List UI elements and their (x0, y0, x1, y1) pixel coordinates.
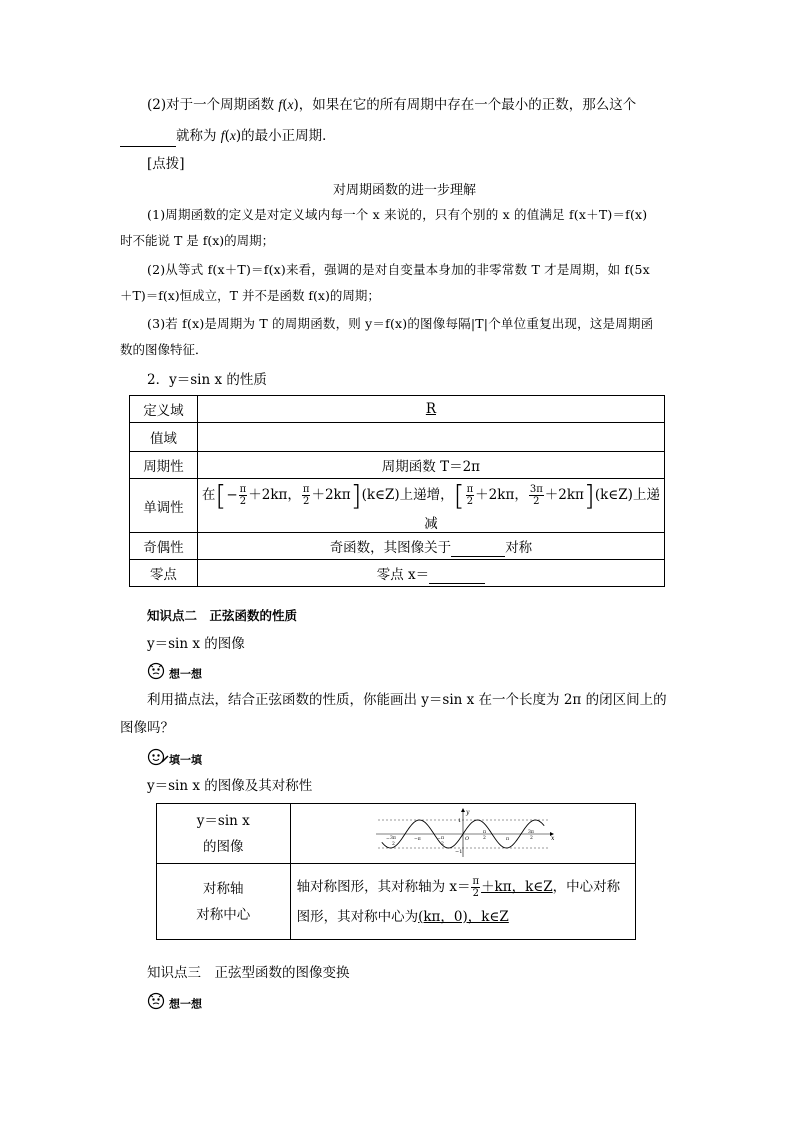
tip-heading: 对周期函数的进一步理解 (333, 183, 477, 198)
cell-value: 零点 x＝ (197, 560, 664, 587)
cell-label: y＝sin x 的图像 (157, 804, 291, 864)
x-label: x (550, 834, 555, 842)
fraction: $\frac{3\pi}{2}$ (529, 484, 543, 507)
table-row-symmetry (157, 864, 636, 940)
cell-label: 对称轴 对称中心 (157, 864, 291, 940)
kp2-title: 知识点二 正弦函数的性质 (147, 608, 298, 623)
answer-blank (429, 567, 485, 584)
origin-label: O (464, 835, 469, 842)
tip-label: [点拨] (147, 156, 185, 172)
thinking-face-icon (147, 662, 169, 686)
fraction: $\frac{\pi}{2}$ (472, 875, 480, 899)
tick-pi: π (505, 836, 509, 842)
tip-p2-l2: ＋T)＝f(x)恒成立，T 并不是函数 f(x)的周期； (120, 288, 380, 303)
tip-p3-l1: (3)若 f(x)是周期为 T 的周期函数，则 y＝f(x)的图像每隔|T|个单位重复出现，这是周期函 (147, 316, 654, 331)
kp3-title: 知识点三 正弦型函数的图像变换 (147, 965, 350, 981)
cell-value: R (197, 396, 664, 423)
cell-value: 在[− $\frac{\pi}{2}$ ＋2kπ， $\frac{\pi}{2}$ ＋2kπ](k∈Z)上递增，[ $\frac{\pi}{2}$ ＋2kπ， $\frac{3\pi}{2}$ ＋2kπ](k∈Z)上递减 (197, 479, 664, 533)
cell-value: 奇函数，其图像关于 对称 (197, 533, 664, 560)
y-label: y (465, 808, 470, 816)
tip-p1-l1: (1)周期函数的定义是对定义域内每一个 x 来说的，只有个别的 x 的值满足 f(x＋T)＝f(x) (147, 207, 648, 222)
kp3-think: 想一想 (147, 992, 202, 1016)
kp2-fill: 填一填 (147, 748, 202, 772)
table-row-graph (157, 804, 636, 864)
cell-label: 周期性 (130, 452, 198, 479)
tick-negpi: −π (413, 836, 421, 842)
tick-pi2-den: 2 (482, 835, 486, 841)
table-row-parity (130, 533, 665, 560)
tick-1: 1 (457, 817, 461, 824)
cell-label: 值域 (130, 423, 198, 452)
fraction: $\frac{\pi}{2}$ (302, 484, 310, 507)
intro-line-1: (2)对于一个周期函数 f(x)，如果在它的所有周期中存在一个最小的正数，那么这个 (147, 97, 637, 113)
cell-value: 轴对称图形，其对称轴为 x＝ $\frac{\pi}{2}$ ＋kπ，k∈Z，中心对称 图形，其对称中心为(kπ，0)，k∈Z (290, 864, 635, 940)
tick-3pi2-num: 3π (527, 829, 534, 835)
kp2-subtitle: y＝sin x 的图像 (147, 636, 245, 652)
table-row-monotonicity (130, 479, 665, 533)
tick-neg-1: −1 (454, 848, 463, 855)
tip-p3-l2: 数的图像特征． (120, 342, 208, 357)
intro-line-2: 就称为 f(x)的最小正周期． (120, 126, 336, 147)
tick-negpi2-num: π (440, 835, 444, 841)
y-axis-arrow (461, 808, 465, 812)
fraction: $\frac{\pi}{2}$ (239, 484, 247, 507)
writing-face-icon (147, 748, 169, 772)
tick-negpi2-den: 2 (440, 841, 444, 847)
table-row-period (130, 452, 665, 479)
table-row-domain (130, 396, 665, 423)
answer-blank (403, 435, 459, 452)
cell-label: 零点 (130, 560, 198, 587)
kp2-think: 想一想 (147, 662, 202, 686)
kp2-question-l1: 利用描点法，结合正弦函数的性质，你能画出 y＝sin x 在一个长度为 2π 的闭区间上的 (147, 692, 667, 708)
cell-label: 奇偶性 (130, 533, 198, 560)
tick-pi2-num: π (482, 829, 486, 835)
sine-curve-graph (368, 807, 558, 861)
cell-value: 周期函数 T＝2π (197, 452, 664, 479)
answer-blank (120, 126, 176, 147)
section-2-title: 2．y＝sin x 的性质 (147, 372, 267, 388)
fraction: $\frac{\pi}{2}$ (466, 484, 474, 507)
cell-label: 定义域 (130, 396, 198, 423)
kp2-question-l2: 图像吗？ (120, 720, 174, 736)
thinking-face-icon (147, 992, 169, 1016)
kp2-fill-subtitle: y＝sin x 的图像及其对称性 (147, 778, 313, 794)
cell-graph (290, 804, 635, 864)
cell-value (197, 423, 664, 452)
sine-graph-table (156, 803, 636, 940)
tick-neg3pi2-sign: − (385, 836, 390, 842)
tip-p1-l2: 时不能说 T 是 f(x)的周期； (120, 233, 275, 248)
tick-neg3pi2-den: 2 (391, 841, 395, 847)
table-row-zeros (130, 560, 665, 587)
tip-p2-l1: (2)从等式 f(x＋T)＝f(x)来看，强调的是对自变量本身加的非零常数 T 才是周期，如 f(5x (147, 262, 650, 277)
table-row-range (130, 423, 665, 452)
answer-blank (451, 540, 505, 557)
tick-negpi2-sign: − (436, 836, 441, 842)
tick-3pi2-den: 2 (529, 835, 533, 841)
sine-properties-table (129, 395, 665, 587)
tick-neg3pi2-num: 3π (389, 835, 396, 841)
cell-label: 单调性 (130, 479, 198, 533)
